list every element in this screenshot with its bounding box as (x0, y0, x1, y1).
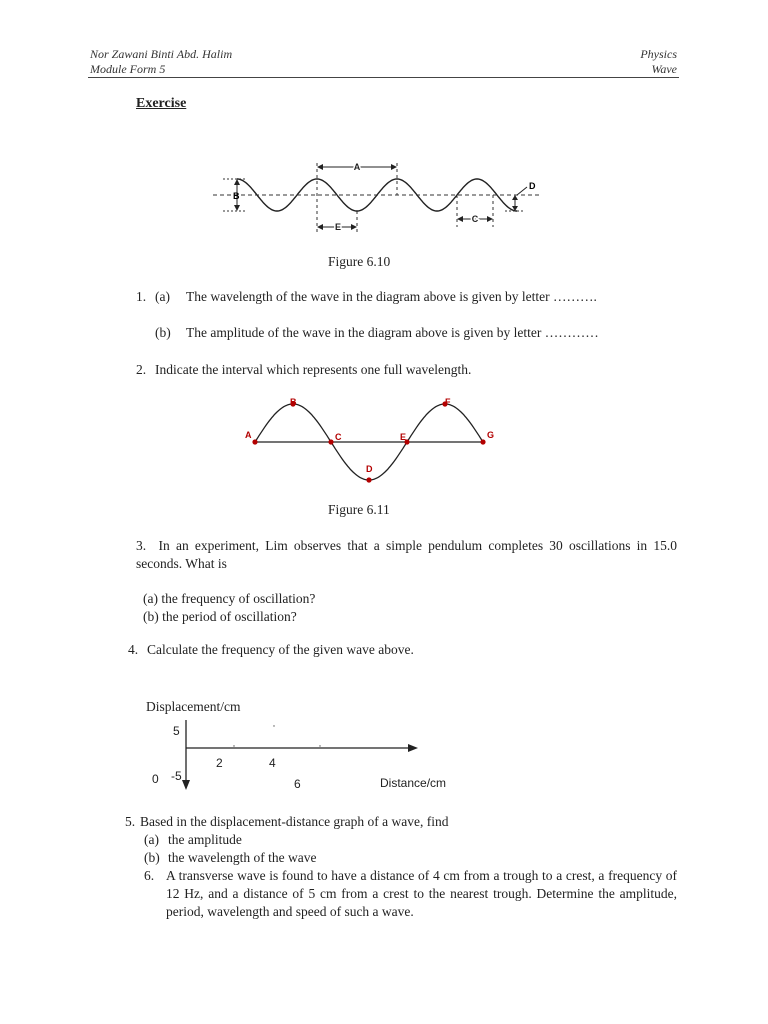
q2-number: 2. (136, 362, 147, 377)
fig611-label-g: G (487, 430, 495, 440)
figure-6-10 (205, 155, 550, 240)
fig611-point-d (366, 477, 371, 482)
fig611-label-c: C (335, 432, 342, 442)
q1-number: 1. (136, 289, 147, 304)
q5-number: 5. (125, 814, 136, 829)
graph-xlabel: Distance/cm (380, 776, 447, 790)
q4-text: Calculate the frequency of the given wave above. (147, 642, 414, 657)
fig610-label-d: D (529, 181, 536, 191)
q4-number: 4. (128, 642, 139, 657)
q5b-label: (b) (144, 850, 160, 865)
graph-x4: 4 (269, 756, 276, 770)
header-author: Nor Zawani Binti Abd. Halim (90, 47, 233, 61)
header-topic: Wave (651, 62, 677, 76)
q1b-label: (b) (155, 325, 171, 340)
fig610-label-a: A (353, 162, 361, 172)
q3-text (136, 537, 677, 573)
fig611-label-a: A (245, 430, 252, 440)
graph-origin: 0 (152, 772, 159, 786)
fig611-point-g (480, 439, 485, 444)
fig610-label-c: C (471, 214, 479, 224)
graph-y-arrow (182, 780, 190, 790)
fig611-point-a (252, 439, 257, 444)
q3-body: In an experiment, Lim observes that a simple pendulum completes 30 oscillations in 15.0 seconds. What is (136, 538, 678, 571)
graph-x6: 6 (294, 777, 301, 791)
graph-x-arrow (408, 744, 418, 752)
fig610-label-b: B (233, 191, 240, 201)
q5-text: Based in the displacement-distance graph of a wave, find (140, 814, 449, 829)
graph-x2: 2 (216, 756, 223, 770)
q5b-text: the wavelength of the wave (168, 850, 317, 865)
q5a-text: the amplitude (168, 832, 242, 847)
graph-y5: 5 (173, 724, 180, 738)
graph-yneg5: -5 (171, 769, 182, 783)
q3a-text: (a) the frequency of oscillation? (143, 591, 316, 606)
q3-number: 3. (136, 538, 147, 553)
fig610-label-e: E (334, 222, 342, 232)
fig611-label-b: B (290, 397, 297, 407)
exercise-title: Exercise (136, 96, 187, 111)
graph-ylabel: Displacement/cm (146, 699, 241, 714)
q2-text: Indicate the interval which represents one full wavelength. (155, 362, 472, 377)
figure-6-10-caption: Figure 6.10 (328, 254, 391, 269)
q5a-label: (a) (144, 832, 159, 847)
q6-number: 6. (144, 868, 155, 883)
fig611-label-f: F (445, 397, 451, 407)
fig611-label-d: D (366, 464, 373, 474)
fig611-label-e: E (400, 432, 407, 442)
figure-6-11-caption: Figure 6.11 (328, 502, 390, 517)
header-module: Module Form 5 (90, 62, 166, 76)
figure-6-11 (238, 392, 498, 492)
q1a-text: The wavelength of the wave in the diagram above is given by letter ………. (186, 289, 597, 304)
fig611-point-c (328, 439, 333, 444)
header-subject: Physics (640, 47, 677, 61)
q3b-text: (b) the period of oscillation? (143, 609, 297, 624)
q1a-label: (a) (155, 289, 170, 304)
header-rule (88, 77, 679, 78)
q6-text: A transverse wave is found to have a distance of 4 cm from a trough to a crest, a frequency of 12 Hz, and a distance of 5 cm from a crest to the nearest trough. Determine the amplitude, period, wavelength and speed of such a wave. (166, 868, 677, 919)
q1b-text: The amplitude of the wave in the diagram above is given by letter ………… (186, 325, 599, 340)
